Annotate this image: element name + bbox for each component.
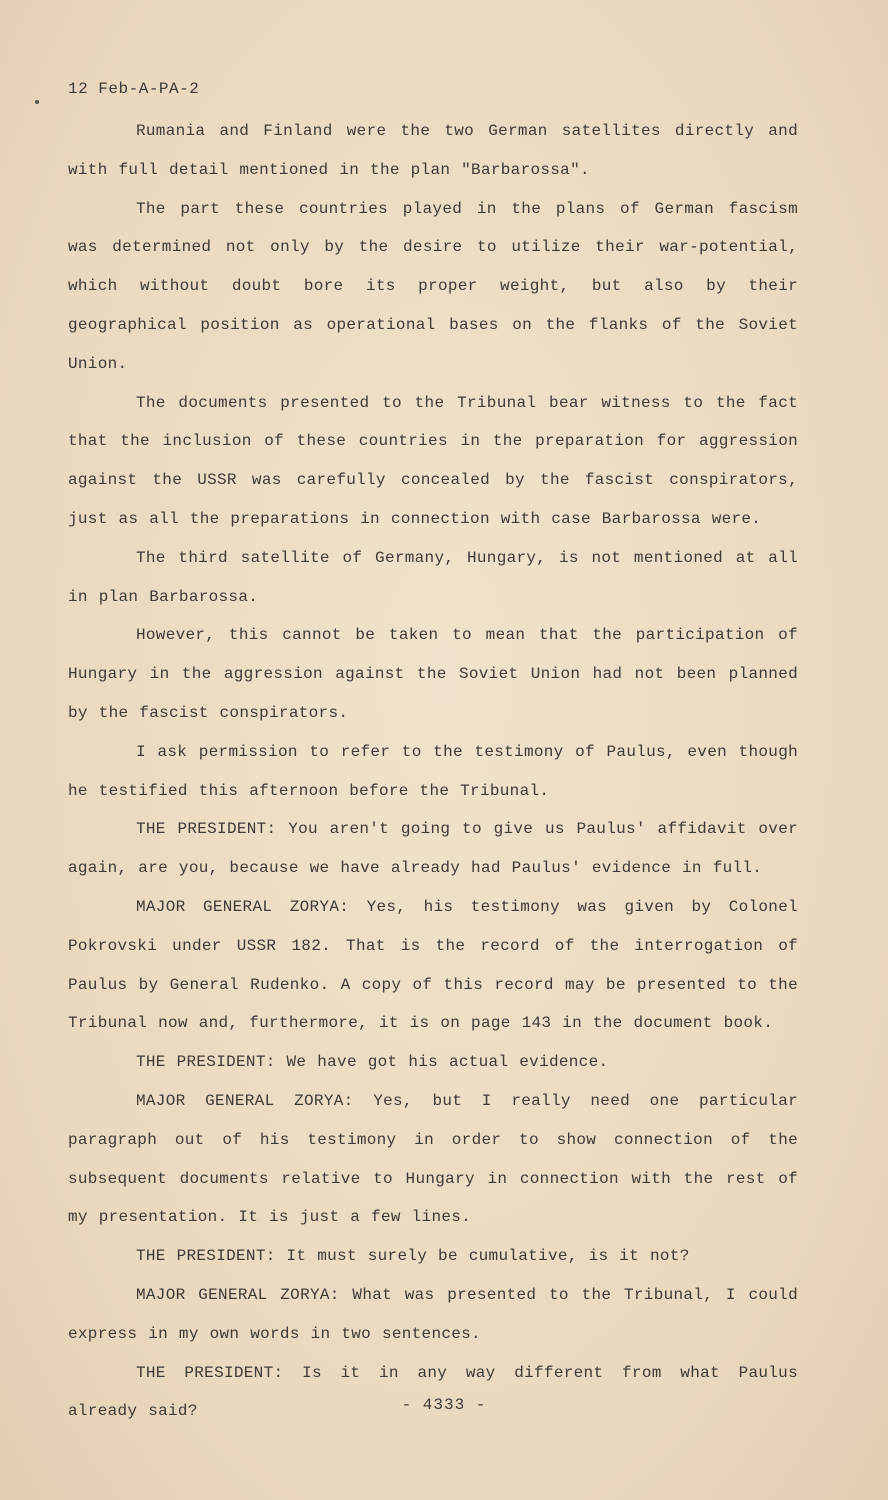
speaker-label: THE PRESIDENT:	[136, 1053, 276, 1072]
paragraph-8: MAJOR GENERAL ZORYA: Yes, his testimony was given by Colonel Pokrovski under USSR 182. That is the record of the interrogation of Paulus by General Rudenko. A copy of this record may be presented to the Tribunal now and, furthermore, it is on page 143 in the document book.	[68, 897, 798, 1033]
paragraph-3: The documents presented to the Tribunal bear witness to the fact that the inclusion of these countries in the preparation for aggression against the USSR was carefully concealed by the fascist conspirators, just as all the preparations in connection with case Barbarossa were.	[68, 393, 798, 528]
paragraph-9: THE PRESIDENT: We have got his actual evidence.	[136, 1053, 609, 1072]
speaker-label: MAJOR GENERAL ZORYA:	[136, 1285, 340, 1304]
speaker-label: MAJOR GENERAL ZORYA:	[136, 897, 350, 916]
speaker-label: THE PRESIDENT:	[136, 820, 277, 839]
paragraph-13: THE PRESIDENT: Is it in any way different from what Paulus already said?	[68, 1363, 798, 1421]
paragraph-5: However, this cannot be taken to mean that the participation of Hungary in the aggression against the Soviet Union had not been planned by the fascist conspirators.	[68, 626, 798, 722]
paragraph-1: Rumania and Finland were the two German satellites directly and with full detail mentioned in the plan "Barbarossa".	[68, 122, 798, 179]
paragraph-4: The third satellite of Germany, Hungary, is not mentioned at all in plan Barbarossa.	[68, 548, 798, 606]
paragraph-2: The part these countries played in the plans of German fascism was determined not only by the desire to utilize their war-potential, which without doubt bore its proper weight, but also by their geographical position as operational bases on the flanks of the Soviet Union.	[68, 199, 798, 373]
speaker-label: THE PRESIDENT:	[136, 1247, 276, 1266]
transcript-body	[68, 112, 798, 1431]
paragraph-11: THE PRESIDENT: It must surely be cumulative, is it not?	[136, 1247, 690, 1266]
speaker-label: THE PRESIDENT:	[136, 1363, 284, 1382]
speaker-label: MAJOR GENERAL ZORYA:	[136, 1091, 354, 1110]
paragraph-6: I ask permission to refer to the testimony of Paulus, even though he testified this afternoon before the Tribunal.	[68, 742, 798, 800]
page-number: - 4333 -	[401, 1396, 487, 1414]
paragraph-10: MAJOR GENERAL ZORYA: Yes, but I really need one particular paragraph out of his testimony in order to show connection of the subsequent documents relative to Hungary in connection with the rest of my presentation. It is just a few lines.	[68, 1091, 799, 1227]
page-header: 12 Feb-A-PA-2	[68, 80, 200, 98]
margin-mark	[35, 100, 39, 104]
paragraph-12: MAJOR GENERAL ZORYA: What was presented to the Tribunal, I could express in my own words in two sentences.	[68, 1285, 798, 1343]
paragraph-7: THE PRESIDENT: You aren't going to give us Paulus' affidavit over again, are you, because we have already had Paulus' evidence in full.	[68, 820, 799, 878]
